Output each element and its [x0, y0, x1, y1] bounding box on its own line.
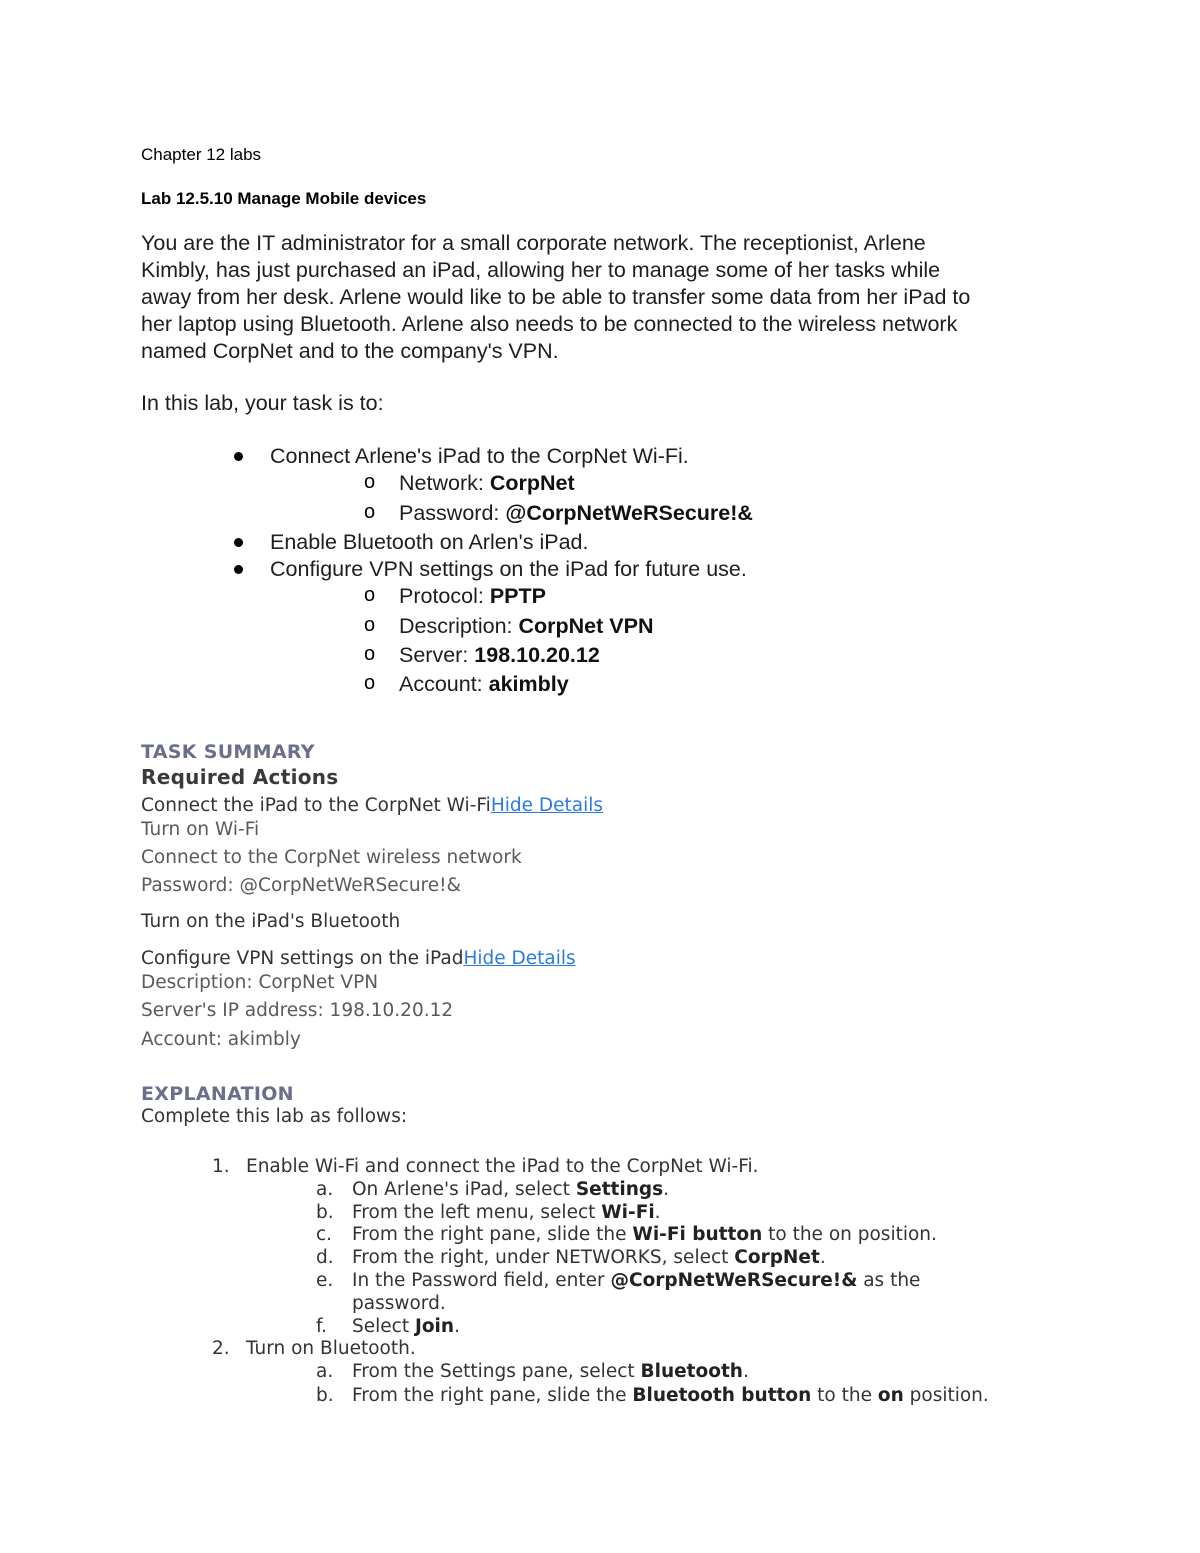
substep-marker: b.	[316, 1202, 334, 1223]
step-1e-continued: password.	[352, 1293, 446, 1314]
summary-detail: Server's IP address: 198.10.20.12	[141, 1000, 454, 1021]
substep-marker: b.	[316, 1385, 334, 1406]
sub-bullet-marker: o	[364, 614, 376, 636]
task-password: Password: @CorpNetWeRSecure!&	[399, 501, 753, 525]
sub-bullet-marker: o	[364, 643, 376, 665]
summary-item-bluetooth: Turn on the iPad's Bluetooth	[141, 911, 401, 932]
task-bullet-vpn: Configure VPN settings on the iPad for future use.	[270, 557, 747, 581]
explanation-heading: EXPLANATION	[141, 1083, 294, 1105]
task-bullet-bluetooth: Enable Bluetooth on Arlen's iPad.	[270, 530, 589, 554]
step-1a: On Arlene's iPad, select Settings.	[352, 1179, 670, 1200]
bullet-dot	[234, 565, 243, 574]
substep-marker: f.	[316, 1316, 328, 1337]
summary-detail: Description: CorpNet VPN	[141, 972, 379, 993]
task-account: Account: akimbly	[399, 672, 569, 696]
hide-details-link[interactable]: Hide Details	[463, 948, 576, 969]
intro-line-5: named CorpNet and to the company's VPN.	[141, 339, 559, 363]
intro-line-2: Kimbly, has just purchased an iPad, allowing her to manage some of her tasks while	[141, 258, 941, 282]
substep-marker: c.	[316, 1224, 333, 1245]
explanation-intro: Complete this lab as follows:	[141, 1106, 408, 1127]
step-1d: From the right, under NETWORKS, select CorpNet.	[352, 1247, 826, 1268]
intro-line-1: You are the IT administrator for a small corporate network. The receptionist, Arlene	[141, 231, 926, 255]
step-2b: From the right pane, slide the Bluetooth button to the on position.	[352, 1385, 989, 1406]
task-protocol: Protocol: PPTP	[399, 584, 546, 608]
intro-line-4: her laptop using Bluetooth. Arlene also needs to be connected to the wireless network	[141, 312, 958, 336]
sub-bullet-marker: o	[364, 584, 376, 606]
task-summary-heading: TASK SUMMARY	[141, 741, 315, 763]
summary-detail: Password: @CorpNetWeRSecure!&	[141, 875, 461, 896]
bullet-dot	[234, 538, 243, 547]
bullet-dot	[234, 452, 243, 461]
step-1f: Select Join.	[352, 1316, 460, 1337]
sub-bullet-marker: o	[364, 471, 376, 493]
step-number: 2.	[212, 1338, 230, 1359]
required-actions-heading: Required Actions	[141, 765, 339, 789]
task-description: Description: CorpNet VPN	[399, 614, 654, 638]
hide-details-link[interactable]: Hide Details	[490, 795, 604, 816]
task-intro: In this lab, your task is to:	[141, 391, 384, 415]
task-server: Server: 198.10.20.12	[399, 643, 600, 667]
summary-item-vpn: Configure VPN settings on the iPadHide Details	[141, 948, 576, 969]
step-2a: From the Settings pane, select Bluetooth.	[352, 1361, 749, 1382]
step-1c: From the right pane, slide the Wi-Fi button to the on position.	[352, 1224, 937, 1245]
task-network: Network: CorpNet	[399, 471, 575, 495]
step-1: Enable Wi-Fi and connect the iPad to the CorpNet Wi-Fi.	[246, 1156, 759, 1177]
step-number: 1.	[212, 1156, 230, 1177]
summary-detail: Turn on Wi-Fi	[141, 819, 260, 840]
summary-detail: Account: akimbly	[141, 1029, 301, 1050]
lab-title: Lab 12.5.10 Manage Mobile devices	[141, 189, 427, 208]
intro-paragraph	[141, 230, 970, 365]
summary-item-wifi: Connect the iPad to the CorpNet Wi-FiHide Details	[141, 795, 604, 816]
substep-marker: e.	[316, 1270, 334, 1291]
substep-marker: a.	[316, 1179, 334, 1200]
summary-detail: Connect to the CorpNet wireless network	[141, 847, 522, 868]
substep-marker: d.	[316, 1247, 334, 1268]
task-bullet-wifi: Connect Arlene's iPad to the CorpNet Wi-Fi.	[270, 444, 689, 468]
step-2: Turn on Bluetooth.	[246, 1338, 416, 1359]
substep-marker: a.	[316, 1361, 334, 1382]
intro-line-3: away from her desk. Arlene would like to be able to transfer some data from her iPad to	[141, 285, 971, 309]
sub-bullet-marker: o	[364, 672, 376, 694]
sub-bullet-marker: o	[364, 501, 376, 523]
step-1b: From the left menu, select Wi-Fi.	[352, 1202, 661, 1223]
step-1e: In the Password field, enter @CorpNetWeRSecure!& as the	[352, 1270, 921, 1291]
chapter-title: Chapter 12 labs	[141, 145, 262, 164]
